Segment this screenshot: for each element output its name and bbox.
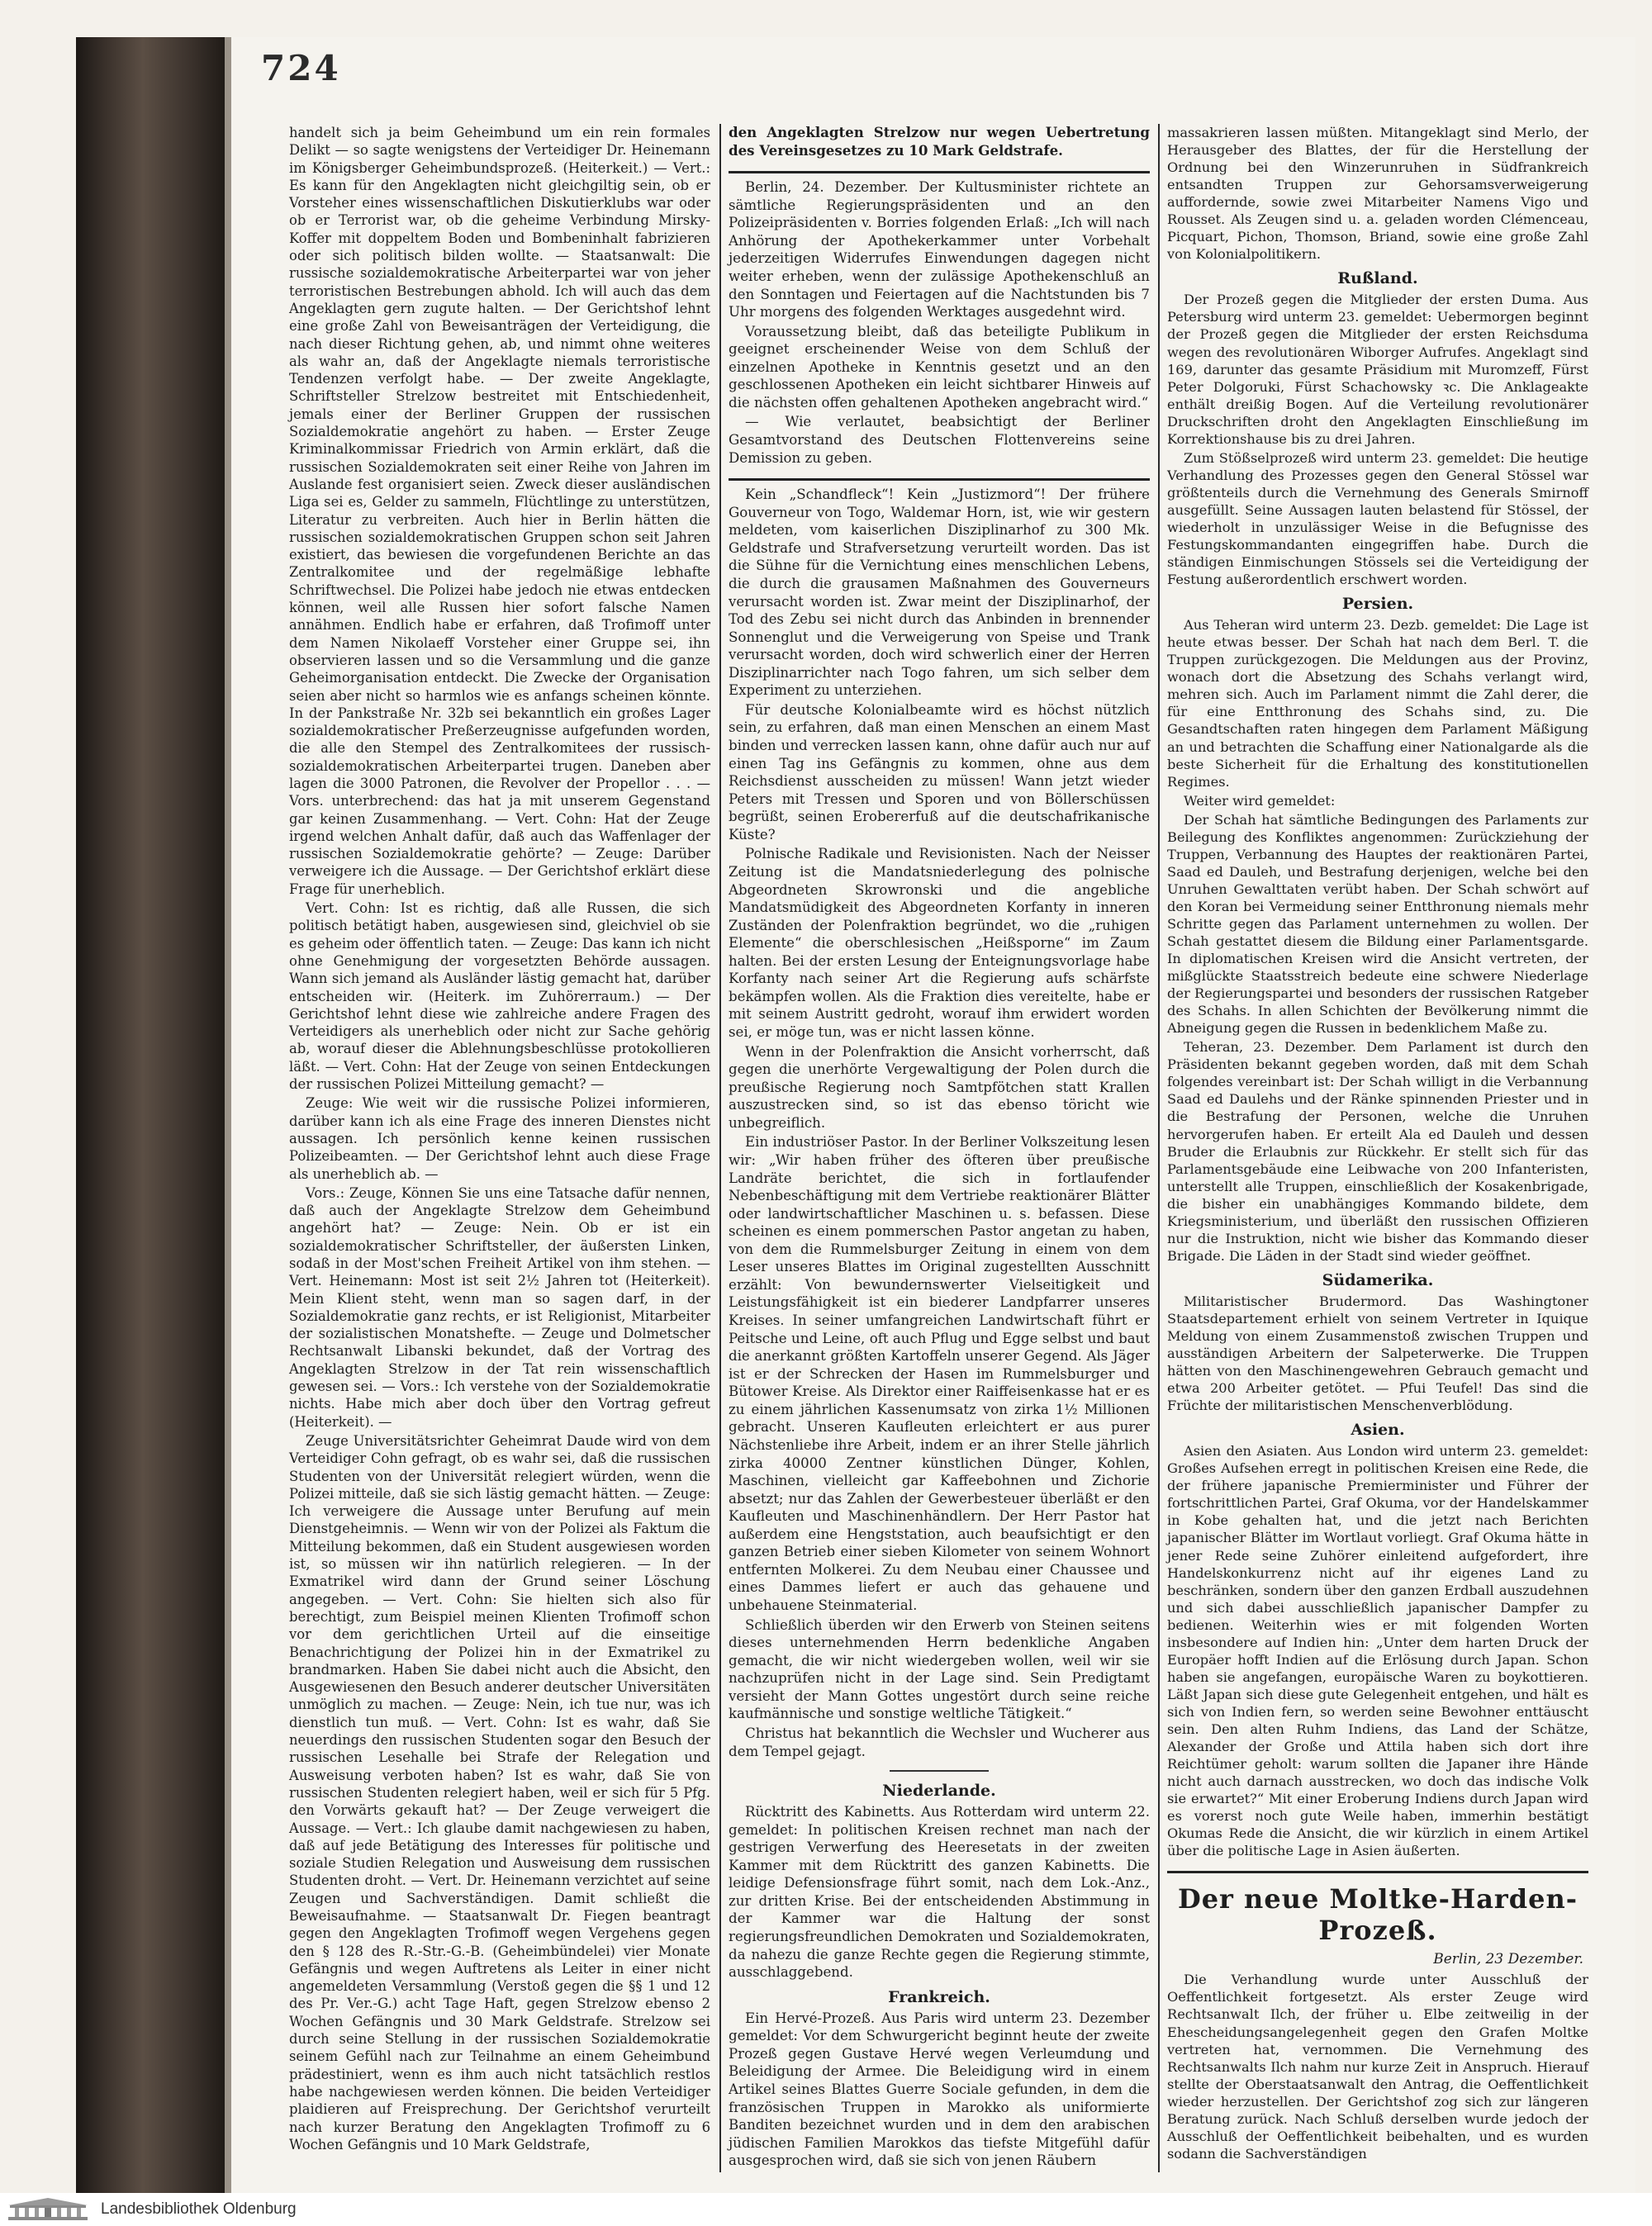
news-item: Voraussetzung bleibt, daß das beteiligte Publikum in geeignet erscheinender Weise von dem Schluß der einzelnen Apotheke in Kenntnis gesetzt und an den geschlossenen Apotheken ein leicht sichtbarer Hinweis auf die nächsten offen gehaltenen Apotheken angebracht wird.“ (729, 323, 1150, 411)
news-item: Für deutsche Kolonialbeamte wird es höchst nützlich sein, zu erfahren, daß man einen Menschen an einem Mast binden und verrecken lassen kann, ohne dafür auch nur auf einen Tag ins Gefängnis zu kommen, ohne aus dem Reichsdienst ausscheiden zu müssen! Wann jetzt wieder Peters mit Tressen und Sporen und von Böllerschüssen begrüßt, seinen Erobererfuß auf die deutschafrikanische Küste? (729, 701, 1150, 842)
page-edge (225, 37, 231, 2193)
news-item: Weiter wird gemeldet: (1184, 792, 1336, 809)
article-paragraph: Vert. Cohn: Ist es richtig, daß alle Russen, die sich politisch betätigt haben, ausgewiesen sind, gleichviel ob sie es geheim oder öffentlich taten. — Zeuge: Das kann ich nicht ohne Genehmigung der vorgesetzten Behörde aussagen. Wann sich jemand als Ausländer lästig gemacht hat, darüber entscheiden wir. (Heiterk. im Zuhörerraum.) — Der Gerichtshof lehnt diese wie zahlreiche andere Fragen des Verteidigers als unerheblich oder nicht zur Sache gehörig ab, worauf dieser die Ablehnungsbeschlüsse protokollieren läßt. — Vert. Cohn: Hat der Zeuge von seinen Entdeckungen der russischen Polizei Mitteilung gemacht? — (289, 900, 710, 1093)
article-headline: Der neue Moltke-Harden-Prozeß. (1177, 1883, 1578, 1947)
news-item: Schließlich überden wir den Erwerb von Steinen seitens dieses unternehmenden Herrn bedenkliche Angaben gemacht, die wir nicht wiedergeben wollen, weil wir sie nachzuprüfen nicht in der Lage sind. Sein Predigtamt versieht der Mann Gottes ungestört durch seine reiche kaufmännische und sonstige weltliche Tätigkeit.“ (729, 1616, 1150, 1722)
news-item: Aus Teheran wird unterm 23. Dezb. gemeldet: Die Lage ist heute etwas besser. Der Schah hat nach dem Berl. T. die Truppen zurückgezogen. Die Meldungen aus der Provinz, wonach dort die Absetzung des Schahs verlangt wird, mehren sich. Auch im Parlament nimmt die Zahl derer, die für eine Entthronung des Schahs sind, zu. Die Gesandtschaften raten hingegen dem Parlament Mäßigung an und betrachten die Schaffung einer Nationalgarde als die beste Sicherheit für die Erhaltung des konstitutionellen Regimes. (1167, 617, 1588, 790)
news-item: Der Schah hat sämtliche Bedingungen des Parlaments zur Beilegung des Konfliktes angenommen: Zurückziehung der Truppen, Verbannung des Hauptes der reaktionären Partei, Saad ed Dauleh, und Bestrafung derjenigen, welche bei den Unruhen Gewalttaten verübt haben. Der Schah schwört auf den Koran bei Vermeidung seiner Entthronung niemals mehr Schritte gegen das Parlament unternehmen zu wollen. Der Schah gestattet diesem die Bildung einer Parlamentsgarde. In diplomatischen Kreisen wird die Ansicht vertreten, der mißglückte Staatsstreich bedeute eine schwere Niederlage der Regierungspartei und besonders der russischen Ratgeber des Schahs. In allen Schichten der Bevölkerung nimmt die Abneigung gegen die Russen in bedenklichem Maße zu. (1167, 811, 1588, 1037)
news-item: Rücktritt des Kabinetts. Aus Rotterdam wird unterm 22. gemeldet: In politischen Kreisen rechnet man nach der gestrigen Verwerfung des Heeresetats in der zweiten Kammer mit dem Rücktritt des ganzen Kabinetts. Die leidige Defensionsfrage führt somit, nach dem Lok.-Anz., zur dritten Krise. Bei der entscheidenden Abstimmung in der Kammer war die Haltung der sonst regierungsfreundlichen Demokraten und Sozialdemokraten, da nahezu die ganze Rechte gegen die Regierung stimmte, ausschlaggebend. (729, 1804, 1150, 1981)
section-rule (1167, 1871, 1588, 1873)
dateline: Berlin, 23 Dezember. (1433, 1951, 1583, 1968)
article-paragraph: handelt sich ja beim Geheimbund um ein rein formales Delikt — so sagte wenigstens der Verteidiger Dr. Heinemann im Königsberger Geheimbundsprozeß. (Heiterkeit.) — Vert.: Es kann für den Angeklagten nicht gleichgiltig sein, ob er Vorsteher eines wissenschaftlichen Diskutierklubs war oder ob er Terrorist war, ob die geheime Verbindung Mirsky-Koffer mit doppeltem Boden und Bombeninhalt fabrizieren oder sich politisch bilden wollte. — Staatsanwalt: Die russische sozialdemokratische Arbeiterpartei war von jeher terroristischen Bestrebungen abhold. Ich will auch das dem Angeklagten gern zugute halten. — Der Gerichtshof lehnt eine große Zahl von Beweisanträgen der Verteidigung, die nach dieser Richtung gehen, ab, und nimmt ohne weiteres als wahr an, daß der Angeklagte niemals terroristische Tendenzen verfolgt habe. — Der zweite Angeklagte, Schriftsteller Strelzow bestreitet mit Entschiedenheit, jemals einer der Berliner Gruppen der russischen Sozialdemokratie angehört zu haben. — Erster Zeuge Kriminalkommissar Friedrich von Armin erklärt, daß die russischen Sozialdemokraten seit einer Reihe von Jahren im Auslande fest organisiert seien. Zweck dieser ausländischen Liga sei es, Gelder zu sammeln, Flüchtlinge zu unterstützen, Literatur zu verbreiten. Auch hier in Berlin hätten die russischen sozialdemokratischen Gruppen schon seit Jahren existiert, das bewiesen die vorgefundenen Berichte an das Zentralkomitee und der regelmäßige lebhafte Schriftwechsel. Die Polizei habe jedoch nie etwas entdecken können, weil alle Russen hier sofort falsche Namen annähmen. Endlich habe er erfahren, daß Trofimoff unter dem Namen Nikolaeff Vorsteher einer Gruppe sei, ihn observieren lassen und so die Versammlung und die ganze Geheimorganisation entdeckt. Die Zwecke der Organisation seien aber nicht so harmlos wie es anfangs scheinen könnte. In der Pankstraße Nr. 32b sei bekanntlich ein großes Lager sozialdemokratischer Preßerzeugnisse aufgefunden worden, die alle den Stempel des Zentralkomitees der russisch-sozialdemokratischen Arbeiterpartei trugen. Daneben aber lagen die 3000 Patronen, die Revolver der Propellor . . . — Vors. unterbrechend: das hat ja mit unserem Gegenstand gar keinen Zusammenhang. — Vert. Cohn: Hat der Zeuge irgend welchen Anhalt dafür, daß auch das Waffenlager der russischen Sozialdemokratie gehörte? — Zeuge: Darüber verweigere ich die Aussage. — Der Gerichtshof erklärt diese Frage für unerheblich. (289, 125, 710, 897)
news-item: Wenn in der Polenfraktion die Ansicht vorherrscht, daß gegen die unerhörte Vergewaltigung der Polen durch die preußische Regierung noch Samtpfötchen statt Krallen auszustrecken sind, so ist das ebenso töricht wie unbegreiflich. (729, 1043, 1150, 1131)
section-rule (729, 478, 1150, 481)
column-left (289, 124, 710, 2155)
library-building-logo (7, 2197, 89, 2222)
news-item: Asien den Asiaten. Aus London wird unterm 23. gemeldet: Großes Aufsehen erregt in politischen Kreisen eine Rede, die der frühere japanische Premierminister und Führer der fortschrittlichen Partei, Graf Okuma, vor der Handelskammer in Kobe gehalten hat, und die jetzt nach Berichten japanischer Blätter im Wortlaut vorliegt. Graf Okuma hätte in jener Rede seine Zuhörer einleitend aufgefordert, ihre Handelskonkurrenz nicht auf ihr eigenes Land zu beschränken, sondern über den ganzen Erdball auszudehnen und sich dabei ausschließlich japanischer Dampfer zu bedienen. Weiterhin wies er mit folgenden Worten insbesondere auf Indien hin: „Unter dem harten Druck der Europäer hofft Indien auf die Erlösung durch Japan. Schon haben sie angefangen, europäische Waren zu boykottieren. Läßt Japan sich diese gute Gelegenheit entgehen, und hält es sich von Indien fern, so werden seine Bewohner enttäuscht sein. Den alten Ruhm Indiens, das Land der Schätze, Alexander der Große und Attila haben sich dort ihre Reichtümer geholt: warum sollten die Japaner ihre Hände nicht auch darnach ausstrecken, wo doch das indische Volk sie erwartet?“ Mit einer Eroberung Indiens durch Japan wird es vorerst noch gute Weile haben, immerhin bestätigt Okumas Rede die Ansicht, die wir kürzlich in einem Artikel über die politische Lage in Asien äußerten. (1167, 1443, 1588, 1859)
news-item: Zum Stößselprozeß wird unterm 23. gemeldet: Die heutige Verhandlung des Prozesses gegen den General Stössel war größtenteils durch die Vernehmung des Generals Smirnoff ausgefüllt. Seine Aussagen lauten belastend für Stössel, der wiederholt in unzulässiger Weise in die Befugnisse des Festungskommandanten eingegriffen habe. Durch die ständigen Einmischungen Stössels sei die Verteidigung der Festung außerordentlich erschwert worden. (1167, 449, 1588, 588)
section-heading: Südamerika. (1322, 1270, 1434, 1289)
article-paragraph: Zeuge: Wie weit wir die russische Polizei informieren, darüber kann ich als eine Frage des inneren Dienstes nicht aussagen. Ich persönlich kenne keinen russischen Polizeibeamten. — Der Gerichtshof lehnt auch diese Frage als unerheblich ab. — (289, 1095, 710, 1182)
news-item: Berlin, 24. Dezember. Der Kultusminister richtete an sämtliche Regierungspräsidenten und an den Polizeipräsidenten v. Borries folgenden Erlaß: „Ich will nach Anhörung der Apothekerkammer unter Vorbehalt jederzeitigen Widerrufes Einwendungen dagegen nicht weiter erheben, wenn der zulässige Apothekenschluß an den Sonntagen und Feiertagen auf die Nachtstunden bis 7 Uhr morgens des folgenden Werktages ausgedehnt wird. (729, 179, 1150, 320)
news-item: Ein industriöser Pastor. In der Berliner Volkszeitung lesen wir: „Wir haben früher des öfteren über preußische Landräte berichtet, die sich in fortlaufender Nebenbeschäftigung mit dem Vertriebe reaktionärer Blätter oder landwirtschaftlicher Maschinen u. s. befassen. Diese scheinen es einem pommerschen Pastor angetan zu haben, von dem die Rummelsburger Zeitung in einem von dem Leser unseres Blattes im Original zugestellten Ausschnitt erzählt: Von bewundernswerter Vielseitigkeit und Leistungsfähigkeit ist ein biederer Landpfarrer unseres Kreises. In seiner umfangreichen Landwirtschaft führt er Peitsche und Leine, oft auch Pflug und Egge selbst und baut die anerkannt größten Kartoffeln unserer Gegend. Als Jäger ist er der Schrecken der Hasen im Rummelsburger und Bütower Kreise. Als Direktor einer Raiffeisenkasse hat er es zu einem jährlichen Kassenumsatz von zirka 1½ Millionen gebracht. Unseren Kaufleuten erleichtert er aus purer Nächstenliebe ihre Arbeit, indem er an ihrer Stelle jährlich zirka 40000 Zentner künstlichen Dünger, Kohlen, Maschinen, vielleicht gar Kaffeebohnen und Zichorie absetzt; nur das Zahlen der Gewerbesteuer überläßt er den Kaufleuten und Maschinenhändlern. Der Herr Pastor hat außerdem eine Hengststation, auch beaufsichtigt er den ganzen Betrieb einer sieben Kilometer von seinem Wohnort entfernten Molkerei. Zu dem Neubau einer Chaussee und eines Dammes liefert er auch das gehauene und unbehauene Steinmaterial. (729, 1134, 1150, 1613)
section-heading: Persien. (1341, 595, 1414, 614)
article-paragraph: Vors.: Zeuge, Können Sie uns eine Tatsache dafür nennen, daß auch der Angeklagte Strelzow dem Geheimbund angehört hat? — Zeuge: Nein. Ob er ist ein sozialdemokratischer Schriftsteller, der äußersten Linken, sodaß in der Most'schen Freiheit Artikel von ihm stehen. — Vert. Heinemann: Most ist seit 2½ Jahren tot (Heiterkeit). Mein Klient steht, wenn man so sagen darf, in der Sozialdemokratie ganz rechts, er ist Religionist, Mitarbeiter der sozialistischen Monatshefte. — Zeuge und Dolmetscher Rechtsanwalt Libanski bekundet, daß der Vortrag des Angeklagten Strelzow in der Tat rein wissenschaftlich gewesen sei. — Vors.: Ich verstehe von der Sozialdemokratie nichts. Habe mich aber doch über den Vortrag gefreut (Heiterkeit). — (289, 1184, 710, 1430)
article-paragraph: den Angeklagten Strelzow nur wegen Uebertretung des Vereinsgesetzes zu 10 Mark Geldstrafe. (729, 124, 1150, 159)
page-number: 724 (261, 48, 341, 88)
book-binding (76, 37, 225, 2193)
section-heading: Rußland. (1337, 269, 1418, 288)
section-rule (729, 171, 1150, 173)
column-rule (1158, 124, 1160, 2172)
article-paragraph: Zeuge Universitätsrichter Geheimrat Daude wird von dem Verteidiger Cohn gefragt, ob es wahr sei, daß die russischen Studenten von der Universität relegiert würden, wenn die Polizei mitteile, daß sie sich lästig gemacht hätten. — Zeuge: Ich verweigere die Aussage unter Berufung auf mein Dienstgeheimnis. — Wenn wir von der Polizei als Faktum die Mitteilung bekommen, daß ein Student ausgewiesen worden ist, so müssen wir ihn natürlich relegieren. — In der Exmatrikel wird dann der Grund seiner Löschung angegeben. — Vert. Cohn: Sie hielten sich also für berechtigt, zum Beispiel meinen Klienten Trofimoff schon vor dem gerichtlichen Urteil auf die einseitige Benachrichtigung der Polizei hin in der Exmatrikel zu brandmarken. Haben Sie dabei nicht auch die Absicht, den Ausgewiesenen den Besuch anderer deutscher Universitäten unmöglich zu machen. — Zeuge: Nein, ich tue nur, was ich dienstlich tun muß. — Vert. Cohn: Ist es wahr, daß Sie neuerdings den russischen Studenten sogar den Besuch der russischen Lesehalle bei Strafe der Relegation und Ausweisung verboten haben? Ist es wahr, daß Sie von russischen Studenten relegiert haben, weil er sich für 5 Pfg. den Vorwärts gekauft hat? — Der Zeuge verweigert die Aussage. — Vert.: Ich glaube damit nachgewiesen zu haben, daß auf jede Betätigung des Interesses für politische und soziale Studien Relegation und Ausweisung dem russischen Studenten droht. — Vert. Dr. Heinemann verzichtet auf seine Zeugen und Sachverständigen. Damit schließt die Beweisaufnahme. — Staatsanwalt Dr. Fiegen beantragt gegen den Angeklagten Trofimoff wegen Vergehens gegen den § 128 des R.-Str.-G.-B. (Geheimbündelei) vier Monate Gefängnis und wegen Auftretens als Leiter in einer nicht angemeldeten Versammlung (Verstoß gegen die §§ 1 und 12 des Pr. Ver.-G.) acht Tage Haft, gegen Strelzow ebenso 2 Wochen Gefängnis und 30 Mark Geldstrafe. Strelzow sei durch seine Stellung in der russischen Sozialdemokratie seinem Gefühl nach zur Teilnahme an einem Geheimbund prädestiniert, wenn es ihm auch nicht tatsächlich restlos habe nachgewiesen werden können. Die beiden Verteidiger plaidieren auf Freisprechung. Der Gerichtshof verurteilt nach kurzer Beratung den Angeklagten Trofimoff zu 6 Wochen Gefängnis und 10 Mark Geldstrafe, (289, 1432, 710, 2152)
news-item: Ein Hervé-Prozeß. Aus Paris wird unterm 23. Dezember gemeldet: Vor dem Schwurgericht beginnt heute der zweite Prozeß gegen Gustave Hervé wegen Verleumdung und Beleidigung der Armee. Die Beleidigung wird in einem Artikel seines Blattes Guerre Sociale gefunden, in dem die französischen Truppen in Marokko als uniformierte Banditen bezeichnet wurden und in dem den arabischen jüdischen Familien Marokkos das tiefste Mitgefühl dafür ausgesprochen wird, daß sie sich von jenen Räubern (729, 2010, 1150, 2169)
news-item: — Wie verlautet, beabsichtigt der Berliner Gesamtvorstand des Deutschen Flottenvereins seine Demission zu geben. (729, 414, 1150, 466)
news-item: Militaristischer Brudermord. Das Washingtoner Staatsdepartement erhielt von seinem Vertreter in Iquique Meldung von einem Zusammenstoß zwischen Truppen und ausständigen Arbeitern der Salpeterwerke. Die Truppen hätten von den Maschinengewehren Gebrauch gemacht und etwa 200 Arbeiter getötet. — Pfui Teufel! Das sind die Früchte der militaristischen Menschenverblödung. (1167, 1293, 1588, 1414)
article-paragraph: massakrieren lassen müßten. Mitangeklagt sind Merlo, der Herausgeber des Blattes, der für die Herstellung der Ordnung bei den Winzerunruhen in Südfrankreich entsandten Truppen zur Gehorsamsverweigerung auffordernde, sowie zwei Mitarbeiter Namens Vigo und Rousset. Als Zeugen sind u. a. geladen worden Clémenceau, Picquart, Pichon, Thomson, Briand, sowie eine große Zahl von Kolonialpolitikern. (1167, 125, 1588, 263)
column-rule (719, 124, 721, 2172)
news-item: Kein „Schandfleck“! Kein „Justizmord“! Der frühere Gouverneur von Togo, Waldemar Horn, ist, wie wir gestern meldeten, vom kaiserlichen Disziplinarhof zu 300 Mk. Geldstrafe und Strafversetzung verurteilt worden. Das ist die Sühne für die Vernichtung eines menschlichen Lebens, die durch die grausamen Maßnahmen des Gouverneurs verursacht worden ist. Zwar meint der Disziplinarhof, der Tod des Zebu sei nicht durch das Anbinden in brennender Sonnenglut und die Verweigerung von Speise und Trank verursacht worden, doch wird schwerlich einer der Herren Disziplinarrichter nach Togo fahren, um sich selber dem Experiment zu unterziehen. (729, 486, 1150, 699)
section-heading: Frankreich. (888, 1987, 990, 2006)
section-heading: Asien. (1351, 1421, 1405, 1440)
news-item: Teheran, 23. Dezember. Dem Parlament ist durch den Präsidenten bekannt gegeben worden, daß mit dem Schah folgendes vereinbart ist: Der Schah willigt in die Verbannung Saad ed Daulehs und der Ränke spinnenden Priester und in die Bestrafung der Personen, welche die Unruhen hervorgerufen haben. Er erteilt Ala ed Dauleh und dessen Bruder die Erlaubnis zur Rückkehr. Er stellt sich für das Parlamentsgebäude eine Leibwache von 200 Infanteristen, unterstellt alle Truppen, einschließlich der Kosakenbrigade, die bisher ein unabhängiges Kommando bildete, dem Kriegsministerium, und überläßt den russischen Offizieren nur die Instruktion, nicht wie bisher das Kommando dieser Brigade. Die Läden in der Stadt sind wieder geöffnet. (1167, 1039, 1588, 1264)
column-middle (729, 124, 1150, 2171)
section-heading: Niederlande. (882, 1782, 996, 1801)
section-divider (890, 1770, 989, 1772)
library-name: Landesbibliothek Oldenburg (101, 2200, 297, 2218)
news-item: Die Verhandlung wurde unter Ausschluß der Oeffentlichkeit fortgesetzt. Als erster Zeuge wird Rechtsanwalt Ilch, der früher u. Elbe zeitweilig in der Ehescheidungsangelegenheit gegen den Grafen Moltke vertreten hat, vernommen. Die Vernehmung des Rechtsanwalts Ilch nahm nur kurze Zeit in Anspruch. Hierauf stellte der Oberstaatsanwalt den Antrag, die Oeffentlichkeit wieder herzustellen. Der Gerichtshof zog sich zur längeren Beratung zurück. Nach Schluß derselben wurde jedoch der Ausschluß der Oeffentlichkeit beibehalten, und es wurden sodann die Sachverständigen (1167, 1972, 1588, 2162)
news-item: Christus hat bekanntlich die Wechsler und Wucherer aus dem Tempel gejagt. (729, 1725, 1150, 1759)
news-item: Der Prozeß gegen die Mitglieder der ersten Duma. Aus Petersburg wird unterm 23. gemeldet: Uebermorgen beginnt der Prozeß gegen die Mitglieder der ersten Reichsduma wegen des revolutionären Wiborger Aufrufes. Angeklagt sind 169, darunter das gesamte Präsidium mit Muromzeff, Fürst Peter Dolgoruki, Fürst Schachowsky ꝛc. Die Anklageakte enthält dreißig Bogen. Auf die Verteilung revolutionärer Druckschriften droht den Angeklagten Einschließung im Korrektionshause bis zu drei Jahren. (1167, 292, 1588, 447)
column-right (1167, 124, 1588, 2164)
news-item: Polnische Radikale und Revisionisten. Nach der Neisser Zeitung ist die Mandatsniederlegung des polnische Abgeordneten Skrowronski und die angebliche Mandatsmüdigkeit des Abgeordneten Korfanty in inneren Zuständen der Polenfraktion begründet, wo die „ruhigen Elemente“ die oberschlesischen „Heißsporne“ im Zaum halten. Bei der ersten Lesung der Enteignungsvorlage habe Korfanty nach seiner Art die Regierung aufs schärfste bekämpfen wollen. Als die Fraktion dies vereitelte, habe er mit seinem Austritt gedroht, worauf ihm erwidert worden sei, er möge tun, was er nicht lassen könne. (729, 846, 1150, 1040)
